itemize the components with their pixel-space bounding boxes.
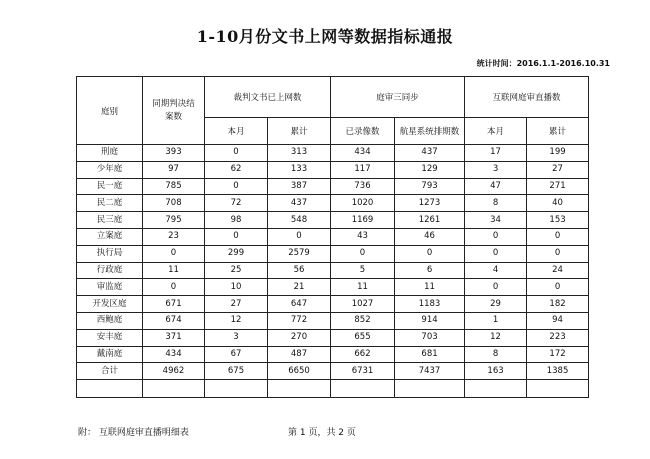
header-closed-cases-label: 同期判决结案数 — [152, 98, 195, 122]
table-row — [77, 262, 589, 279]
table-row — [77, 178, 589, 195]
closed-cases: 708 — [143, 195, 205, 212]
scheduled: 703 — [395, 329, 465, 346]
closed-cases: 0 — [143, 245, 205, 262]
recorded: 736 — [331, 178, 395, 195]
header-recorded: 已录像数 — [331, 118, 395, 145]
empty-cell — [205, 380, 268, 398]
table-row — [77, 279, 589, 296]
court-name: 民三庭 — [77, 212, 143, 229]
docs-total: 647 — [268, 296, 331, 313]
docs-total: 2579 — [268, 245, 331, 262]
live-month: 0 — [465, 228, 527, 245]
live-month: 8 — [465, 195, 527, 212]
court-name: 民一庭 — [77, 178, 143, 195]
closed-cases: 23 — [143, 228, 205, 245]
recorded: 1020 — [331, 195, 395, 212]
closed-cases: 371 — [143, 329, 205, 346]
header-docs-month: 本月 — [205, 118, 268, 145]
closed-cases: 4962 — [143, 363, 205, 380]
scheduled: 0 — [395, 245, 465, 262]
docs-month: 3 — [205, 329, 268, 346]
empty-cell — [143, 380, 205, 398]
live-month: 47 — [465, 178, 527, 195]
court-name: 戴南庭 — [77, 346, 143, 363]
docs-total: 313 — [268, 145, 331, 162]
docs-month: 0 — [205, 145, 268, 162]
live-month: 1 — [465, 312, 527, 329]
docs-total: 0 — [268, 228, 331, 245]
docs-month: 0 — [205, 228, 268, 245]
court-name: 少年庭 — [77, 161, 143, 178]
closed-cases: 0 — [143, 279, 205, 296]
scheduled: 129 — [395, 161, 465, 178]
recorded: 0 — [331, 245, 395, 262]
docs-month: 25 — [205, 262, 268, 279]
court-name: 民二庭 — [77, 195, 143, 212]
attachment-note: 附： 互联网庭审直播明细表 — [78, 428, 189, 438]
statistics-period: 统计时间：2016.1.1-2016.10.31 — [476, 59, 610, 68]
docs-total: 772 — [268, 312, 331, 329]
docs-total: 270 — [268, 329, 331, 346]
court-name: 西鲍庭 — [77, 312, 143, 329]
recorded: 5 — [331, 262, 395, 279]
scheduled: 1261 — [395, 212, 465, 229]
recorded: 655 — [331, 329, 395, 346]
page-indicator: 第 1 页，共 2 页 — [288, 428, 356, 438]
scheduled: 681 — [395, 346, 465, 363]
header-docs-total: 累计 — [268, 118, 331, 145]
table-row — [77, 195, 589, 212]
table-row — [77, 329, 589, 346]
court-name: 审监庭 — [77, 279, 143, 296]
scheduled: 7437 — [395, 363, 465, 380]
live-total: 40 — [527, 195, 589, 212]
header-scheduled: 航星系统排期数 — [395, 118, 465, 145]
live-total: 27 — [527, 161, 589, 178]
docs-month: 62 — [205, 161, 268, 178]
court-name: 刑庭 — [77, 145, 143, 162]
empty-cell — [268, 380, 331, 398]
recorded: 852 — [331, 312, 395, 329]
docs-month: 67 — [205, 346, 268, 363]
docs-month: 98 — [205, 212, 268, 229]
header-live-total: 累计 — [527, 118, 589, 145]
page-title: 1-10月份文书上网等数据指标通报 — [196, 27, 454, 46]
data-table — [76, 76, 589, 398]
live-total: 0 — [527, 228, 589, 245]
empty-cell — [527, 380, 589, 398]
docs-total: 487 — [268, 346, 331, 363]
live-total: 0 — [527, 279, 589, 296]
live-total: 0 — [527, 245, 589, 262]
closed-cases: 671 — [143, 296, 205, 313]
scheduled: 6 — [395, 262, 465, 279]
scheduled: 11 — [395, 279, 465, 296]
recorded: 11 — [331, 279, 395, 296]
court-name: 安丰庭 — [77, 329, 143, 346]
header-court: 庭别 — [77, 77, 143, 145]
scheduled: 1183 — [395, 296, 465, 313]
recorded: 6731 — [331, 363, 395, 380]
recorded: 434 — [331, 145, 395, 162]
live-total: 94 — [527, 312, 589, 329]
scheduled: 1273 — [395, 195, 465, 212]
scheduled: 914 — [395, 312, 465, 329]
live-month: 3 — [465, 161, 527, 178]
table-row — [77, 245, 589, 262]
live-month: 163 — [465, 363, 527, 380]
closed-cases: 97 — [143, 161, 205, 178]
docs-total: 548 — [268, 212, 331, 229]
scheduled: 437 — [395, 145, 465, 162]
table-row — [77, 145, 589, 162]
closed-cases: 785 — [143, 178, 205, 195]
table-row — [77, 228, 589, 245]
docs-month: 72 — [205, 195, 268, 212]
live-total: 199 — [527, 145, 589, 162]
table-row — [77, 346, 589, 363]
scheduled: 793 — [395, 178, 465, 195]
empty-cell — [395, 380, 465, 398]
closed-cases: 393 — [143, 145, 205, 162]
live-month: 4 — [465, 262, 527, 279]
docs-month: 27 — [205, 296, 268, 313]
recorded: 117 — [331, 161, 395, 178]
docs-month: 675 — [205, 363, 268, 380]
live-month: 29 — [465, 296, 527, 313]
header-closed-cases — [143, 77, 205, 145]
live-month: 34 — [465, 212, 527, 229]
live-total: 1385 — [527, 363, 589, 380]
docs-month: 299 — [205, 245, 268, 262]
live-month: 8 — [465, 346, 527, 363]
live-total: 24 — [527, 262, 589, 279]
header-live-broadcast: 互联网庭审直播数 — [465, 77, 589, 118]
live-month: 0 — [465, 245, 527, 262]
closed-cases: 795 — [143, 212, 205, 229]
court-name: 行政庭 — [77, 262, 143, 279]
docs-total: 437 — [268, 195, 331, 212]
header-trial-sync: 庭审三同步 — [331, 77, 465, 118]
live-month: 12 — [465, 329, 527, 346]
court-name: 执行局 — [77, 245, 143, 262]
empty-cell — [465, 380, 527, 398]
live-month: 0 — [465, 279, 527, 296]
recorded: 1027 — [331, 296, 395, 313]
live-total: 223 — [527, 329, 589, 346]
closed-cases: 11 — [143, 262, 205, 279]
court-name: 立案庭 — [77, 228, 143, 245]
live-month: 17 — [465, 145, 527, 162]
docs-month: 0 — [205, 178, 268, 195]
empty-cell — [331, 380, 395, 398]
table-row-empty — [77, 380, 589, 398]
recorded: 1169 — [331, 212, 395, 229]
court-name: 开发区庭 — [77, 296, 143, 313]
docs-month: 12 — [205, 312, 268, 329]
docs-total: 133 — [268, 161, 331, 178]
live-total: 153 — [527, 212, 589, 229]
table-row — [77, 212, 589, 229]
recorded: 43 — [331, 228, 395, 245]
live-total: 172 — [527, 346, 589, 363]
table-row — [77, 296, 589, 313]
header-live-month: 本月 — [465, 118, 527, 145]
live-total: 271 — [527, 178, 589, 195]
empty-cell — [77, 380, 143, 398]
table-row-total — [77, 363, 589, 380]
docs-total: 387 — [268, 178, 331, 195]
docs-total: 21 — [268, 279, 331, 296]
docs-month: 10 — [205, 279, 268, 296]
docs-total: 6650 — [268, 363, 331, 380]
closed-cases: 674 — [143, 312, 205, 329]
table-row — [77, 161, 589, 178]
docs-total: 56 — [268, 262, 331, 279]
live-total: 182 — [527, 296, 589, 313]
scheduled: 46 — [395, 228, 465, 245]
court-name: 合计 — [77, 363, 143, 380]
closed-cases: 434 — [143, 346, 205, 363]
recorded: 662 — [331, 346, 395, 363]
header-documents-online: 裁判文书已上网数 — [205, 77, 331, 118]
table-row — [77, 312, 589, 329]
